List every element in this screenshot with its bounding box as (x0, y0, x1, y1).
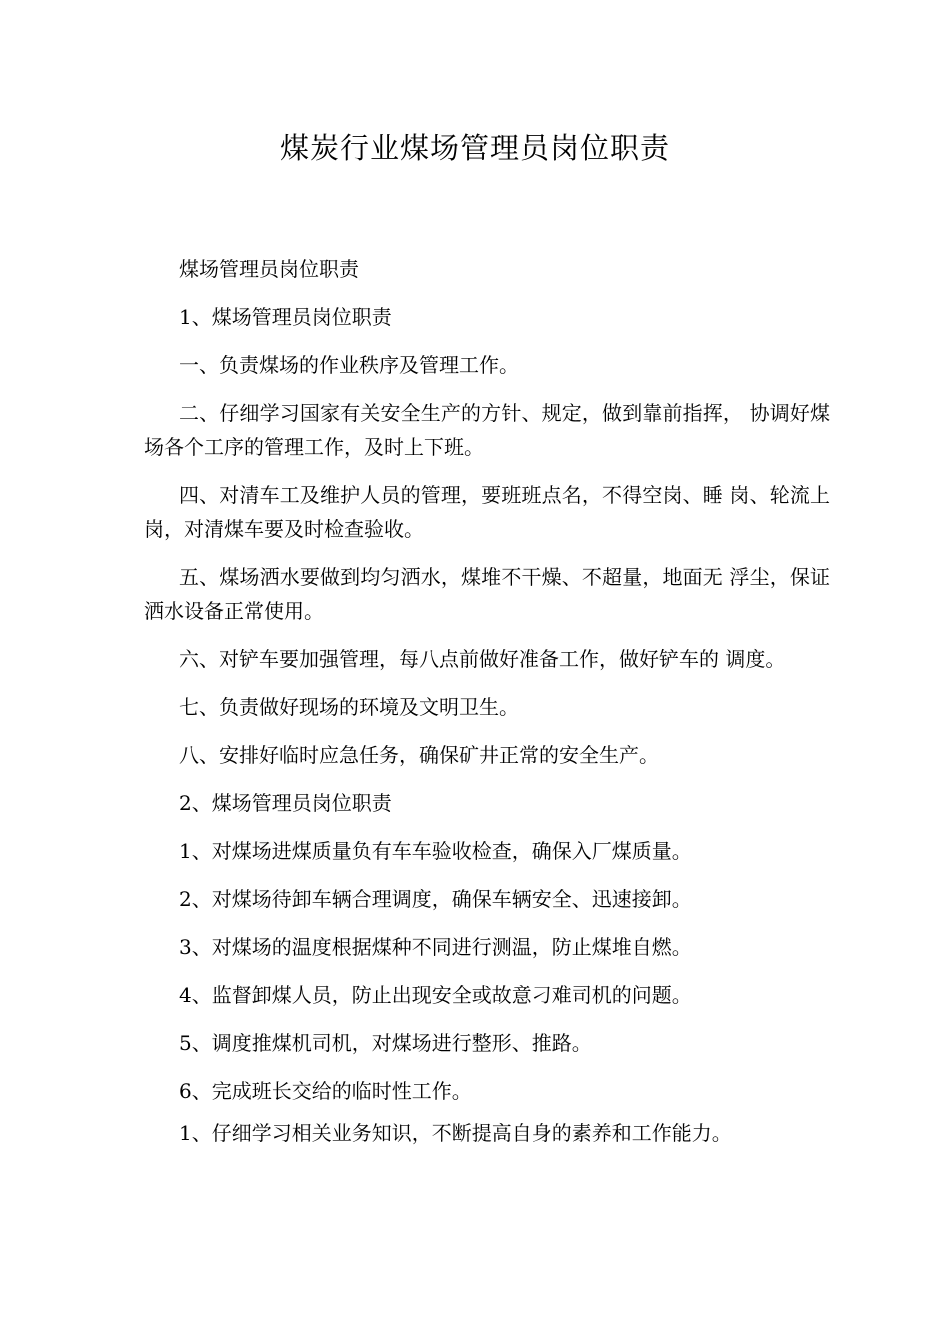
duty-item: 1、仔细学习相关业务知识，不断提高自身的素养和工作能力。 (179, 1121, 732, 1145)
subsection-heading: 1、煤场管理员岗位职责 (179, 305, 392, 329)
duty-item: 5、调度推煤机司机，对煤场进行整形、推路。 (179, 1031, 592, 1055)
document-title: 煤炭行业煤场管理员岗位职责 (279, 131, 670, 165)
duty-item: 6、完成班长交给的临时性工作。 (179, 1079, 472, 1103)
duty-item: 八、安排好临时应急任务，确保矿井正常的安全生产。 (179, 743, 659, 767)
duty-item: 1、对煤场进煤质量负有车车验收检查，确保入厂煤质量。 (179, 839, 692, 863)
duty-item: 六、对铲车要加强管理，每八点前做好准备工作，做好铲车的 调度。 (179, 647, 786, 671)
duty-item: 四、对清车工及维护人员的管理，要班班点名，不得空岗、睡 岗、轮流上岗，对清煤车要及时检查验收。 (144, 483, 830, 541)
duty-item: 二、仔细学习国家有关安全生产的方针、规定，做到靠前指挥， 协调好煤场各个工序的管理工作，及时上下班。 (144, 401, 830, 459)
subsection-heading: 2、煤场管理员岗位职责 (179, 791, 392, 815)
document-body (144, 252, 830, 1158)
duty-item: 五、煤场洒水要做到均匀洒水，煤堆不干燥、不超量，地面无 浮尘，保证洒水设备正常使用。 (144, 565, 830, 623)
duty-item: 2、对煤场待卸车辆合理调度，确保车辆安全、迅速接卸。 (179, 887, 692, 911)
duty-item: 七、负责做好现场的环境及文明卫生。 (179, 695, 519, 719)
duty-item: 4、监督卸煤人员，防止出现安全或故意刁难司机的问题。 (179, 983, 692, 1007)
duty-item: 一、负责煤场的作业秩序及管理工作。 (179, 353, 519, 377)
duty-item: 3、对煤场的温度根据煤种不同进行测温，防止煤堆自燃。 (179, 935, 692, 959)
section-heading: 煤场管理员岗位职责 (179, 257, 359, 281)
